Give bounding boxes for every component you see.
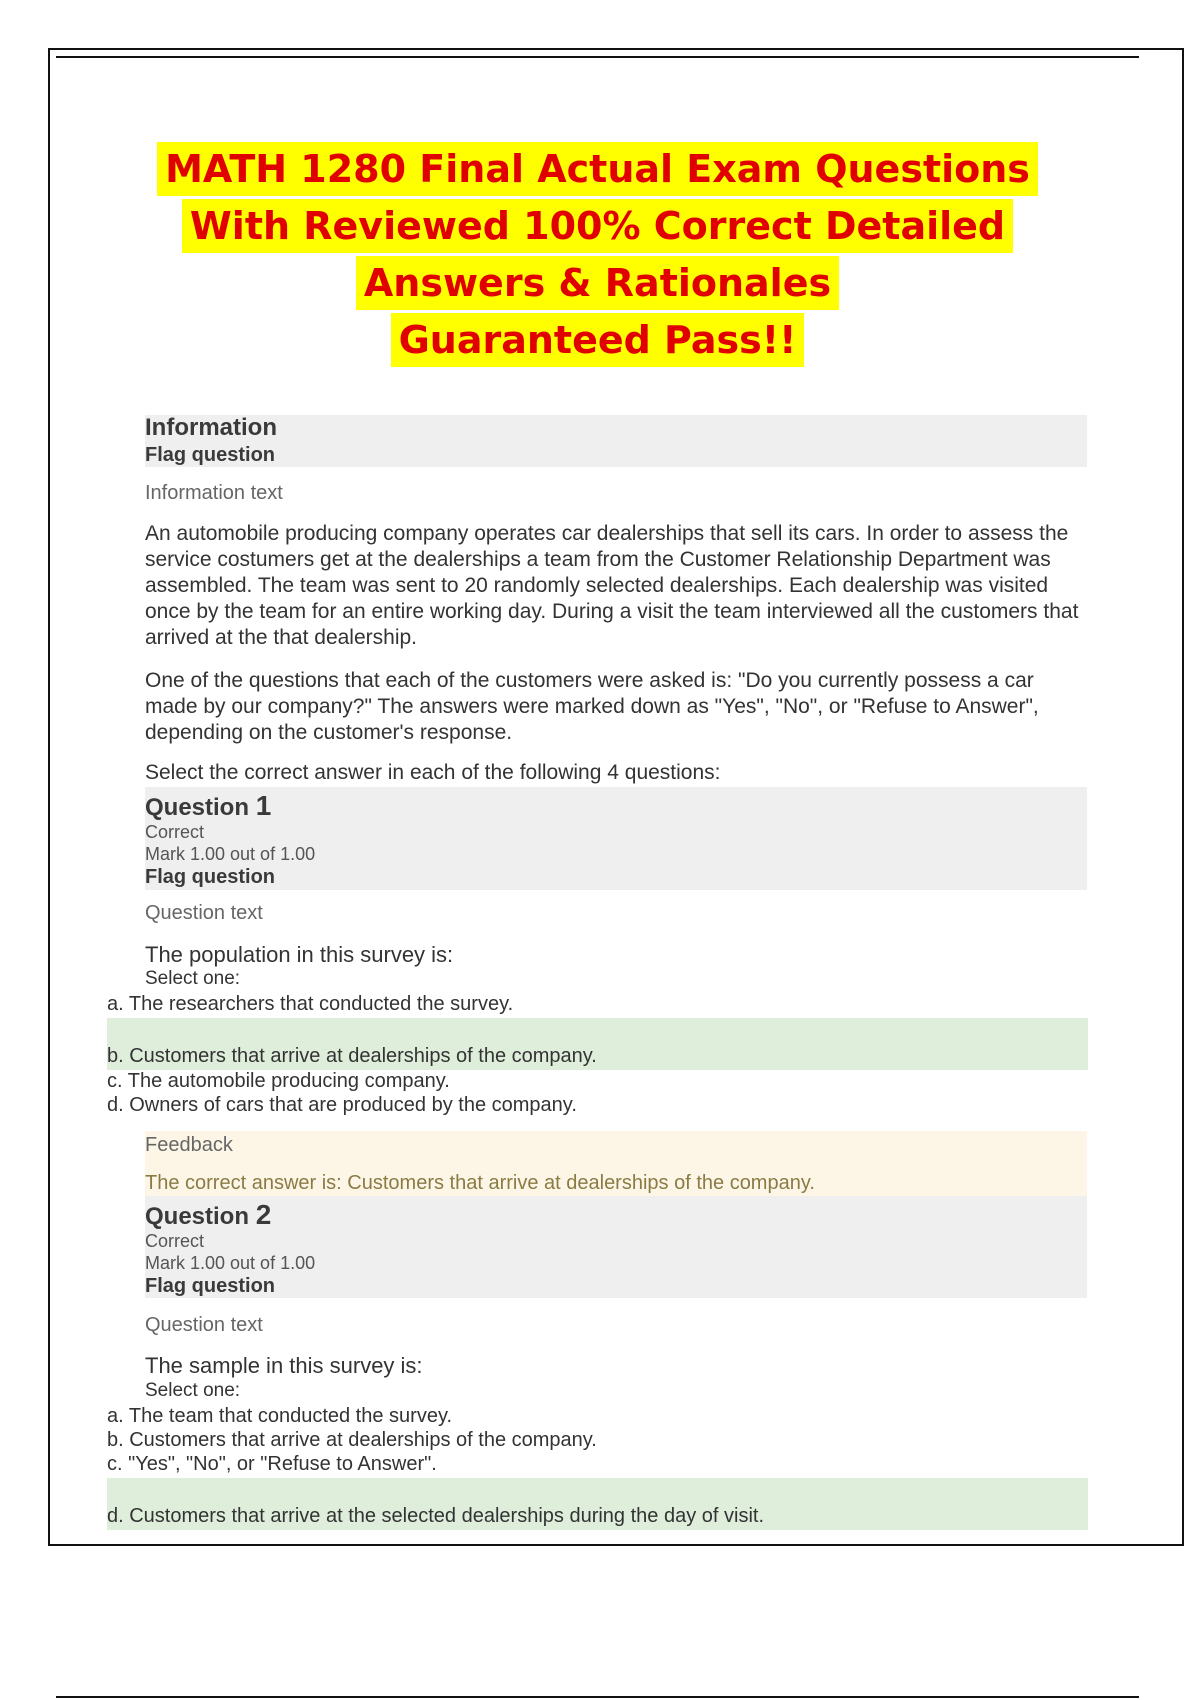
- q1-option-a[interactable]: a. The researchers that conducted the survey.: [107, 993, 514, 1015]
- q1-flag-question[interactable]: Flag question: [145, 866, 275, 888]
- q1-title: [145, 790, 271, 822]
- q1-option-d[interactable]: d. Owners of cars that are produced by the company.: [107, 1094, 577, 1116]
- q2-prompt: The sample in this survey is:: [145, 1353, 423, 1378]
- q1-feedback-label: Feedback: [145, 1134, 233, 1156]
- q2-mark: Mark 1.00 out of 1.00: [145, 1253, 316, 1273]
- q1-feedback-text: The correct answer is: Customers that arrive at dealerships of the company.: [145, 1172, 815, 1194]
- title-line-4: Guaranteed Pass!!: [391, 313, 805, 367]
- q1-feedback-box: [145, 1131, 1087, 1196]
- q1-prompt: The population in this survey is:: [145, 942, 454, 967]
- q1-mark: Mark 1.00 out of 1.00: [145, 844, 316, 864]
- q1-select-one: Select one:: [145, 968, 241, 989]
- q1-option-b[interactable]: b. Customers that arrive at dealerships of the company.: [107, 1045, 597, 1067]
- q2-number: 2: [255, 1199, 272, 1230]
- q1-text-label: Question text: [145, 902, 263, 924]
- info-heading: Information: [145, 414, 277, 441]
- info-paragraph-1: An automobile producing company operates car dealerships that sell its cars. In order to assess the service costumers get at the dealerships a team from the Customer Relationship Department was assembled. The team was sent to 20 randomly selected dealerships. Each dealership was visited once by the team for an entire working day. During a visit the team interviewed all the customers that arrived at the that dealership.: [145, 522, 1079, 649]
- q2-select-one: Select one:: [145, 1380, 241, 1401]
- q2-status: Correct: [145, 1231, 205, 1251]
- bottom-rule: [56, 1696, 1139, 1698]
- q2-option-a[interactable]: a. The team that conducted the survey.: [107, 1405, 453, 1427]
- q2-option-d[interactable]: d. Customers that arrive at the selected dealerships during the day of visit.: [107, 1505, 765, 1527]
- q1-status: Correct: [145, 822, 205, 842]
- info-header: [145, 415, 1087, 467]
- info-paragraph-2: One of the questions that each of the customers were asked is: "Do you currently possess a car made by our company?" The answers were marked down as "Yes", "No", or "Refuse to Answer", depending on the customer's response.: [145, 669, 1039, 744]
- q1-number: 1: [255, 790, 272, 821]
- q2-option-c[interactable]: c. "Yes", "No", or "Refuse to Answer".: [107, 1453, 437, 1475]
- info-flag-question[interactable]: Flag question: [145, 444, 275, 466]
- q1-header: [145, 787, 1087, 890]
- q2-word: Question: [145, 1203, 250, 1230]
- q2-option-b[interactable]: b. Customers that arrive at dealerships of the company.: [107, 1429, 597, 1451]
- top-rule: [56, 56, 1139, 58]
- q2-text-label: Question text: [145, 1314, 263, 1336]
- title-line-1: MATH 1280 Final Actual Exam Questions: [157, 142, 1038, 196]
- q2-title: [145, 1199, 271, 1231]
- info-instruction: Select the correct answer in each of the following 4 questions:: [145, 761, 721, 784]
- document-title: [56, 142, 1139, 370]
- title-line-2: With Reviewed 100% Correct Detailed: [182, 199, 1013, 253]
- q1-option-c[interactable]: c. The automobile producing company.: [107, 1070, 450, 1092]
- title-line-3: Answers & Rationales: [356, 256, 839, 310]
- q2-header: [145, 1196, 1087, 1298]
- q1-word: Question: [145, 794, 250, 821]
- q2-flag-question[interactable]: Flag question: [145, 1275, 275, 1297]
- info-text-label: Information text: [145, 482, 283, 504]
